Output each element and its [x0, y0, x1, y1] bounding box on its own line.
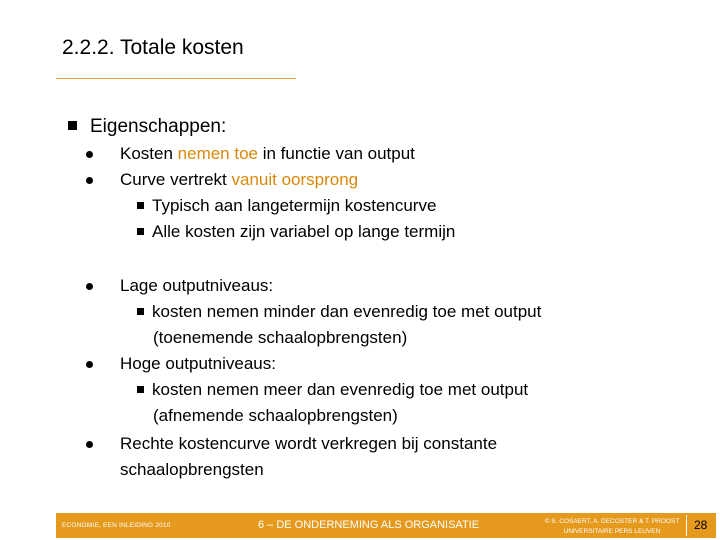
list-item	[120, 169, 358, 191]
round-bullet-icon	[86, 177, 93, 184]
sub-item-text: (afnemende schaalopbrengsten)	[153, 406, 398, 425]
square-bullet-icon	[137, 308, 144, 315]
square-bullet-icon	[68, 121, 77, 130]
sub-item-continuation	[153, 327, 407, 349]
round-bullet-icon	[86, 361, 93, 368]
sub-item-text: kosten nemen minder dan evenredig toe met output	[152, 302, 542, 321]
list-item	[120, 433, 497, 455]
slide-title: 2.2.2. Totale kosten	[62, 36, 244, 59]
sub-item-text: (toenemende schaalopbrengsten)	[153, 328, 408, 347]
footer-chapter: 6 – DE ONDERNEMING ALS ORGANISATIE	[258, 519, 480, 531]
list-item	[120, 353, 276, 375]
round-bullet-icon	[86, 151, 93, 158]
main-bullet	[68, 116, 226, 138]
sub-item	[137, 221, 455, 243]
footer-copyright	[534, 517, 690, 537]
item-text: Kosten	[120, 144, 178, 163]
square-bullet-icon	[137, 228, 144, 235]
item-text: Curve vertrekt	[120, 170, 232, 189]
round-bullet-icon	[86, 283, 93, 290]
sub-item-text: Alle kosten zijn variabel op lange termijn	[152, 222, 456, 241]
footer-course: ECONOMIE, EEN INLEIDING 2010	[62, 522, 171, 529]
sub-item-text: kosten nemen meer dan evenredig toe met output	[152, 380, 529, 399]
item-text: Lage outputniveaus:	[120, 276, 274, 295]
square-bullet-icon	[137, 386, 144, 393]
sub-item-continuation	[153, 405, 398, 427]
footer-publisher: UNIVERSITAIRE PERS LEUVEN	[563, 528, 661, 535]
sub-item	[137, 379, 528, 401]
title-underline	[56, 78, 296, 79]
page-number: 28	[694, 518, 708, 532]
footer-divider	[686, 515, 687, 536]
square-bullet-icon	[137, 202, 144, 209]
item-text: in functie van output	[258, 144, 415, 163]
sub-item	[137, 301, 541, 323]
footer-bar	[56, 513, 716, 538]
main-bullet-text: Eigenschappen:	[90, 116, 227, 137]
item-text: Hoge outputniveaus:	[120, 354, 276, 373]
highlight-text: vanuit oorsprong	[231, 170, 359, 189]
list-item-continuation	[120, 459, 264, 481]
sub-item-text: Typisch aan langetermijn kostencurve	[152, 196, 437, 215]
list-item	[120, 143, 415, 165]
footer-authors: © S. COSAERT, A. DECOSTER & T. PROOST	[544, 518, 680, 525]
item-text: schaalopbrengsten	[120, 460, 264, 479]
highlight-text: nemen toe	[177, 144, 258, 163]
round-bullet-icon	[86, 441, 93, 448]
list-item	[120, 275, 273, 297]
item-text: Rechte kostencurve wordt verkregen bij constante	[120, 434, 498, 453]
sub-item	[137, 195, 436, 217]
